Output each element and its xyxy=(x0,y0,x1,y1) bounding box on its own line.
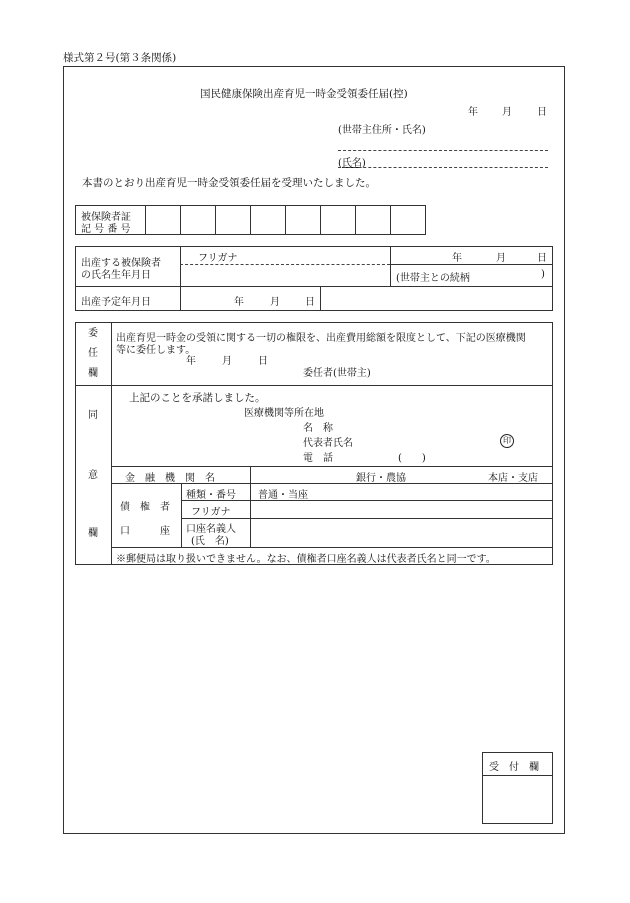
post-office-note: ※郵便局は取り扱いできません。なお、債権者口座名義人は代表者氏名と同一です。 xyxy=(116,554,496,565)
delegation-day-label: 日 xyxy=(258,356,268,367)
style-number: 様式第２号(第３条関係) xyxy=(63,52,177,64)
person-relation-label: (世帯主との続柄 xyxy=(396,273,470,284)
form-title: 国民健康保険出産育児一時金受領委任届(控) xyxy=(200,88,408,100)
consent-side-label-2: 意 xyxy=(88,470,98,481)
consent-side-label-1: 同 xyxy=(88,410,98,421)
delegation-side-label-3: 欄 xyxy=(88,368,98,379)
phone-label: 電 話 xyxy=(303,453,333,464)
person-relation-close: ) xyxy=(541,269,545,280)
delegation-text-2: 等に委任します。 xyxy=(116,345,196,356)
delegation-side-label-2: 任 xyxy=(88,348,98,359)
date-month-label: 月 xyxy=(502,107,512,118)
person-birth-year-label: 年 xyxy=(452,253,462,264)
delegation-text-1: 出産育児一時金の受領に関する一切の権限を、出産費用総額を限度として、下記の医療機関 xyxy=(116,333,526,344)
due-date-day-label: 日 xyxy=(305,297,315,308)
branch-type-label[interactable]: 本店・支店 xyxy=(488,473,538,484)
representative-label: 代表者氏名 xyxy=(303,438,353,449)
householder-address-name-label: (世帯主住所・氏名) xyxy=(338,125,426,136)
account-holder-label-2: (氏 名) xyxy=(191,536,229,547)
insured-number-label-1: 被保険者証 xyxy=(81,212,131,223)
delegator-label: 委任者(世帯主) xyxy=(303,368,371,379)
phone-parens: ( ) xyxy=(398,453,426,464)
institution-address-label: 医療機関等所在地 xyxy=(244,408,324,419)
delegation-side-label-1: 委 xyxy=(88,328,98,339)
bank-name-label: 金 融 機 関 名 xyxy=(125,473,215,484)
kind-number-label: 種類・番号 xyxy=(186,490,236,501)
consent-side-label-3: 欄 xyxy=(88,528,98,539)
account-holder-label-1: 口座名義人 xyxy=(186,524,236,535)
due-date-year-label: 年 xyxy=(234,297,244,308)
acceptance-statement: 本書のとおり出産育児一時金受領委任届を受理いたしました。 xyxy=(82,177,376,189)
creditor-label: 債 権 者 xyxy=(120,502,170,513)
due-date-label: 出産予定年月日 xyxy=(81,297,151,308)
bank-type-label[interactable]: 銀行・農協 xyxy=(356,473,406,484)
person-label-2: の氏名生年月日 xyxy=(81,270,151,281)
date-day-label: 日 xyxy=(537,107,547,118)
person-furigana-label: フリガナ xyxy=(198,253,238,264)
reception-label: 受 付 欄 xyxy=(489,762,539,773)
delegation-month-label: 月 xyxy=(222,356,232,367)
date-year-label: 年 xyxy=(468,107,478,118)
insured-number-label-2: 記 号 番 号 xyxy=(81,224,131,235)
person-birth-day-label: 日 xyxy=(537,253,547,264)
institution-name-label: 名 称 xyxy=(303,423,333,434)
householder-address-line[interactable] xyxy=(338,150,548,151)
person-birth-month-label: 月 xyxy=(496,253,506,264)
householder-name-line[interactable] xyxy=(338,167,548,168)
consent-accepted-text: 上記のことを承諾しました。 xyxy=(129,392,266,404)
insured-number-cell[interactable] xyxy=(180,205,181,235)
account-label: 口 座 xyxy=(120,526,170,537)
account-kind-option[interactable]: 普通・当座 xyxy=(258,490,308,501)
account-furigana-label: フリガナ xyxy=(191,507,231,518)
seal-mark: 印 xyxy=(500,434,514,448)
householder-name-label: (氏名) xyxy=(338,158,366,169)
delegation-year-label: 年 xyxy=(186,356,196,367)
due-date-month-label: 月 xyxy=(270,297,280,308)
person-label-1: 出産する被保険者 xyxy=(81,258,161,269)
